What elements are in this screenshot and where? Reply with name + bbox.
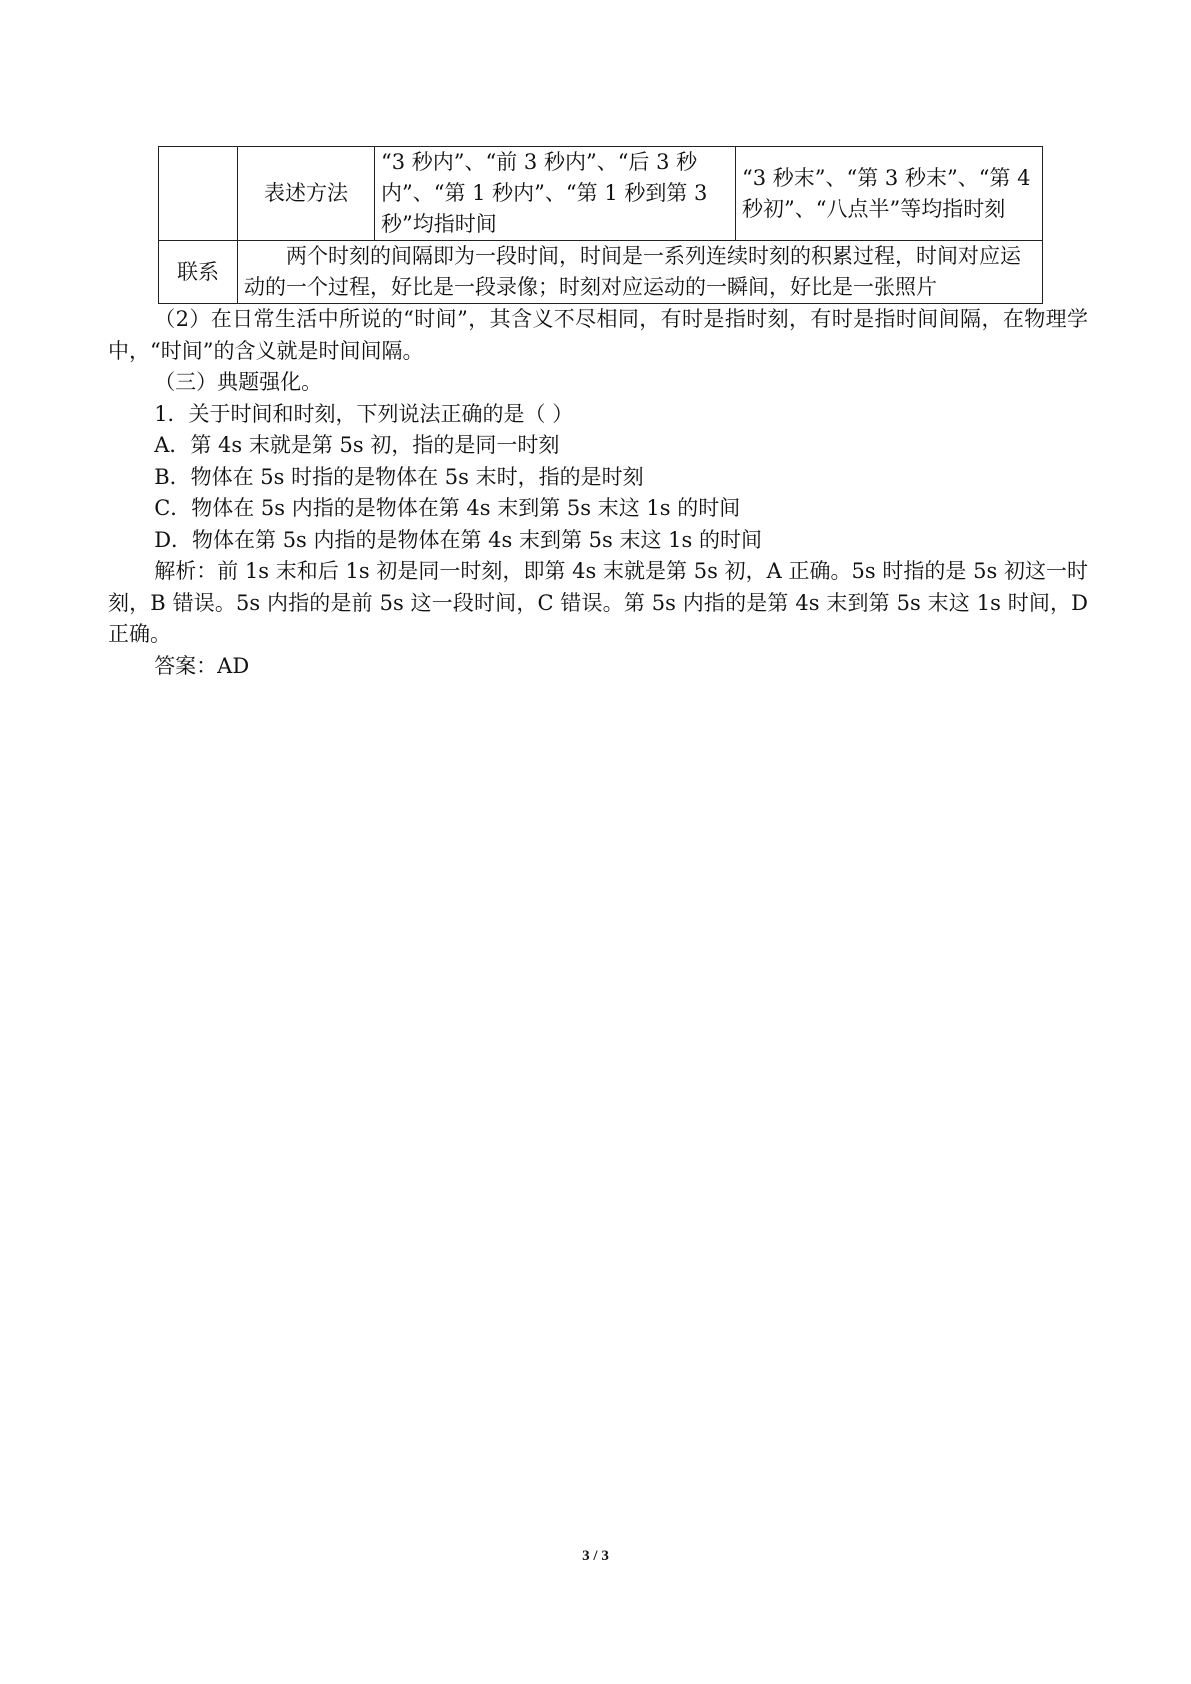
option-c: C．物体在 5s 内指的是物体在第 4s 末到第 5s 末这 1s 的时间 [154,496,741,520]
answer-text: 答案：AD [154,653,250,678]
cell-moment-method: “3 秒末”、“第 3 秒末”、“第 4 秒初”、“八点半”等均指时刻 [736,147,1043,241]
table-row-link [159,241,1043,304]
option-a: A．第 4s 末就是第 5s 初，指的是同一时刻 [154,433,560,457]
option-d: D．物体在第 5s 内指的是物体在第 4s 末到第 5s 末这 1s 的时间 [154,527,762,552]
row-label-method: 表述方法 [238,147,375,241]
cell-interval-method: “3 秒内”、“前 3 秒内”、“后 3 秒内”、“第 1 秒内”、“第 1 秒到第 3 秒”均指时间 [375,147,736,241]
section-title: （三）典题强化。 [154,370,323,394]
comparison-table [158,146,1043,304]
table-cell-blank [159,147,238,241]
row-label-link: 联系 [159,241,238,304]
table-row-method [159,147,1043,241]
option-b: B．物体在 5s 时指的是物体在 5s 末时，指的是时刻 [154,464,644,489]
cell-link-text: 两个时刻的间隔即为一段时间，时间是一系列连续时刻的积累过程，时间对应运动的一个过程，好比是一段录像；时刻对应运动的一瞬间，好比是一张照片 [238,241,1043,304]
page-content [108,146,1088,682]
analysis-paragraph: 解析：前 1s 末和后 1s 初是同一时刻，即第 4s 末就是第 5s 初，A 正确。5s 时指的是 5s 初这一时刻，B 错误。5s 内指的是前 5s 这一段时间，C 错误。第 5s 内指的是第 4s 末到第 5s 末这 1s 时间，D 正确。 [108,559,1088,646]
page-number: 3 / 3 [582,1548,609,1564]
note-paragraph: （2）在日常生活中所说的“时间”，其含义不尽相同，有时是指时刻，有时是指时间间隔，在物理学中，“时间”的含义就是时间间隔。 [108,307,1088,363]
question-text: 1．关于时间和时刻，下列说法正确的是（ ） [154,401,574,426]
